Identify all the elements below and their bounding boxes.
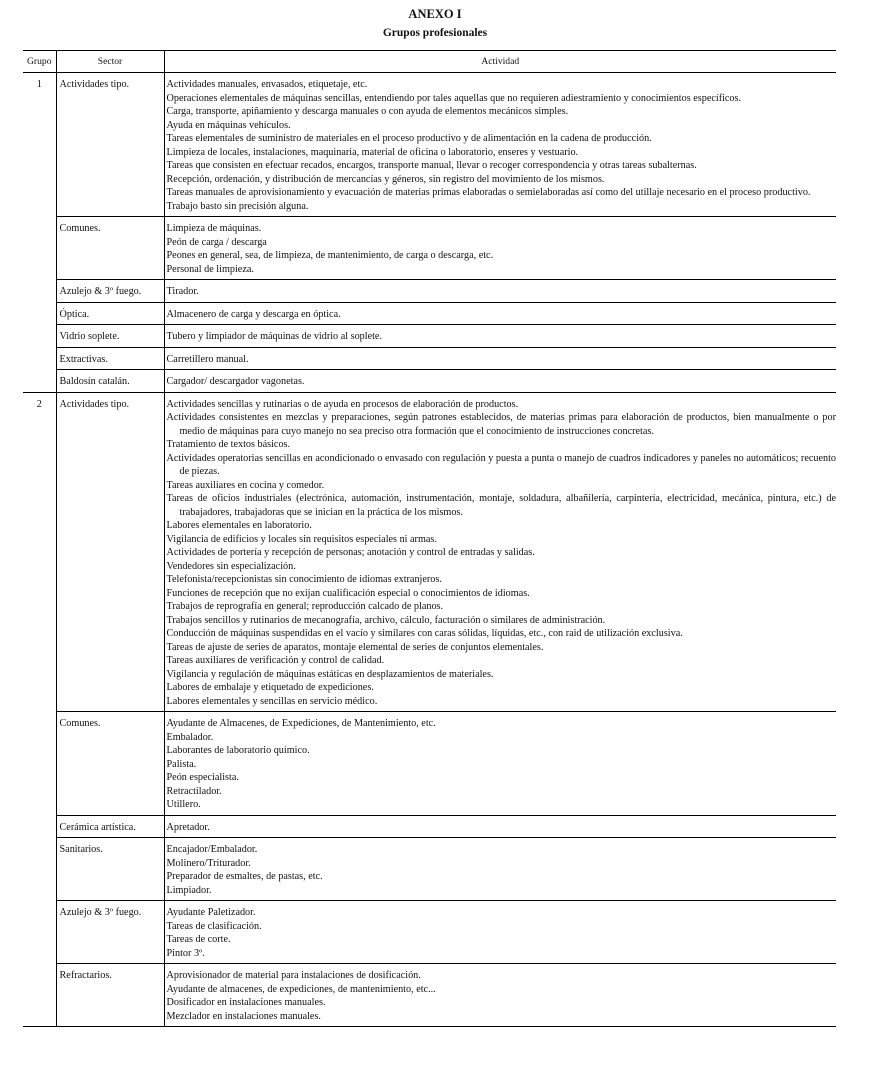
activity-item: Pintor 3º. xyxy=(166,947,205,959)
activity-item: Actividades sencillas y rutinarias o de ayuda en procesos de elaboración de productos. xyxy=(166,398,519,410)
activity-item: Apretador. xyxy=(166,821,210,833)
activity-item: Peón especialista. xyxy=(166,772,239,783)
activity-item: Recepción, ordenación, y distribución de mercancías y géneros, sin registro del movimiento de los mismos. xyxy=(166,173,605,185)
activity-item: Cargador/ descargador vagonetas. xyxy=(166,376,305,387)
activity-item: Actividades operatorias sencillas en acondicionado o envasado con regulación y puesta a punta o manejo de cuadros indicadores y paneles no automáticos; recuento de piezas. xyxy=(166,452,836,477)
activity-cell xyxy=(164,712,836,816)
activity-item: Carga, transporte, apiñamiento y descarga manuales o con ayuda de elementos mecánicos simples. xyxy=(166,106,569,117)
activity-item: Peón de carga / descarga xyxy=(166,236,267,248)
activity-item: Ayudante de almacenes, de expediciones, de mantenimiento, etc... xyxy=(166,983,436,995)
activity-cell xyxy=(164,964,836,1027)
activity-item: Tareas elementales de suministro de materiales en el proceso productivo y de alimentación en la cadena de producción. xyxy=(166,133,652,144)
sector-name: Comunes. xyxy=(56,217,164,280)
activity-item: Trabajo basto sin precisión alguna. xyxy=(166,200,309,212)
activity-item: Palista. xyxy=(166,758,197,770)
table-row xyxy=(23,73,836,217)
activity-item: Operaciones elementales de máquinas sencillas, entendiendo por tales aquellas que no requieren adiestramiento y conocimientos específicos. xyxy=(166,92,742,104)
activity-item: Trabajos sencillos y rutinarios de mecanografía, archivo, cálculo, facturación o similares de administración. xyxy=(166,614,606,626)
activity-item: Tirador. xyxy=(166,286,199,297)
activity-item: Utillero. xyxy=(166,799,201,810)
table-body xyxy=(23,73,836,1027)
activity-item: Retractilador. xyxy=(166,785,222,797)
sector-name: Óptica. xyxy=(56,302,164,325)
activity-item: Vigilancia y regulación de máquinas estáticas en desplazamientos de materiales. xyxy=(166,668,494,680)
sector-name: Azulejo & 3º fuego. xyxy=(56,280,164,303)
activity-cell xyxy=(164,217,836,280)
activity-item: Tareas auxiliares de verificación y control de calidad. xyxy=(166,655,385,666)
activity-cell xyxy=(164,392,836,712)
header-sector: Sector xyxy=(56,51,164,73)
activity-item: Funciones de recepción que no exijan cualificación especial o conocimientos de idiomas. xyxy=(166,587,530,599)
table-row xyxy=(23,217,836,280)
activity-item: Aprovisionador de material para instalaciones de dosificación. xyxy=(166,970,421,981)
sector-name: Actividades tipo. xyxy=(56,73,164,217)
sector-name: Baldosín catalán. xyxy=(56,370,164,393)
activity-item: Preparador de esmaltes, de pastas, etc. xyxy=(166,871,323,882)
document-title: ANEXO I xyxy=(408,7,462,21)
sector-name: Cerámica artística. xyxy=(56,815,164,838)
activity-item: Personal de limpieza. xyxy=(166,263,254,275)
activity-cell xyxy=(164,838,836,901)
header-grupo: Grupo xyxy=(23,51,56,73)
table-row xyxy=(23,964,836,1027)
activity-item: Molinero/Triturador. xyxy=(166,857,251,869)
table-header-row xyxy=(23,51,836,73)
professional-groups-table xyxy=(23,50,836,1027)
activity-item: Tratamiento de textos básicos. xyxy=(166,439,291,450)
activity-item: Tareas de oficios industriales (electrónica, automación, instrumentación, montaje, soldadura, albañilería, carpintería, electricidad, mecánica, pintura, etc.) de trabajadores, trabajadoras que se inician en la práctica de los mismos. xyxy=(166,493,836,518)
activity-item: Encajador/Embalador. xyxy=(166,844,258,855)
activity-item: Trabajos de reprografía en general; reproducción calcado de planos. xyxy=(166,601,444,612)
activity-cell xyxy=(164,325,836,348)
activity-item: Actividades manuales, envasados, etiquetaje, etc. xyxy=(166,79,368,90)
sector-name: Refractarios. xyxy=(56,964,164,1027)
activity-item: Laborantes de laboratorio químico. xyxy=(166,745,310,756)
activity-item: Actividades de portería y recepción de personas; anotación y control de entradas y salidas. xyxy=(166,547,535,558)
table-row xyxy=(23,838,836,901)
sector-name: Sanitarios. xyxy=(56,838,164,901)
activity-item: Labores elementales y sencillas en servicio médico. xyxy=(166,695,378,707)
activity-item: Tareas que consisten en efectuar recados, encargos, transporte manual, llevar o recoger correspondencia y otras tareas subalternas. xyxy=(166,160,697,171)
activity-item: Almacenero de carga y descarga en óptica. xyxy=(166,308,341,320)
activity-item: Conducción de máquinas suspendidas en el vacío y similares con caras sólidas, líquidas, etc., con raid de utilización exclusiva. xyxy=(166,628,683,639)
activity-item: Tubero y limpiador de máquinas de vidrio al soplete. xyxy=(166,331,383,342)
activity-item: Limpieza de locales, instalaciones, maquinaria, material de oficina o laboratorio, enseres y vestuario. xyxy=(166,146,579,158)
activity-item: Limpieza de máquinas. xyxy=(166,223,262,234)
activity-cell xyxy=(164,302,836,325)
activity-cell xyxy=(164,901,836,964)
activity-item: Vigilancia de edificios y locales sin requisitos especiales ni armas. xyxy=(166,533,437,545)
table-row xyxy=(23,901,836,964)
activity-item: Labores elementales en laboratorio. xyxy=(166,520,312,531)
sector-name: Comunes. xyxy=(56,712,164,816)
activity-item: Carretillero manual. xyxy=(166,353,249,365)
table-row xyxy=(23,370,836,393)
activity-item: Peones en general, sea, de limpieza, de mantenimiento, de carga o descarga, etc. xyxy=(166,250,494,261)
activity-item: Tareas de corte. xyxy=(166,934,231,945)
activity-item: Actividades consistentes en mezclas y preparaciones, según patrones establecidos, de materias primas para elaboración de productos, bien manualmente o por medio de máquinas para cuyo manejo no sea preciso otra formación que el conocimiento de instrucciones concretas. xyxy=(166,412,836,437)
activity-item: Vendedores sin especialización. xyxy=(166,560,296,572)
activity-item: Tareas de ajuste de series de aparatos, montaje elemental de series de conjuntos elementales. xyxy=(166,641,544,653)
activity-item: Dosificador en instalaciones manuales. xyxy=(166,997,326,1008)
table-row xyxy=(23,280,836,303)
activity-item: Telefonista/recepcionistas sin conocimiento de idiomas extranjeros. xyxy=(166,574,442,585)
sector-name: Azulejo & 3º fuego. xyxy=(56,901,164,964)
sector-name: Extractivas. xyxy=(56,347,164,370)
document-subtitle: Grupos profesionales xyxy=(382,27,488,39)
table-row xyxy=(23,392,836,712)
activity-item: Embalador. xyxy=(166,731,214,743)
activity-cell xyxy=(164,280,836,303)
table-row xyxy=(23,815,836,838)
activity-cell xyxy=(164,347,836,370)
sector-name: Actividades tipo. xyxy=(56,392,164,712)
group-number: 1 xyxy=(23,73,56,393)
sector-name: Vidrio soplete. xyxy=(56,325,164,348)
activity-item: Tareas de clasificación. xyxy=(166,920,262,932)
table-row xyxy=(23,325,836,348)
table-row xyxy=(23,712,836,816)
activity-item: Tareas auxiliares en cocina y comedor. xyxy=(166,479,325,491)
header-actividad: Actividad xyxy=(164,51,836,73)
activity-item: Ayuda en máquinas vehículos. xyxy=(166,119,291,131)
activity-item: Ayudante de Almacenes, de Expediciones, de Mantenimiento, etc. xyxy=(166,718,436,729)
table-row xyxy=(23,347,836,370)
activity-item: Tareas manuales de aprovisionamiento y evacuación de materias primas elaboradas o semielaboradas así como del utillaje necesario en el proceso productivo. xyxy=(166,187,811,198)
activity-item: Ayudante Paletizador. xyxy=(166,907,256,918)
activity-item: Limpiador. xyxy=(166,884,212,896)
activity-item: Labores de embalaje y etiquetado de expediciones. xyxy=(166,682,374,693)
group-number: 2 xyxy=(23,392,56,1027)
activity-item: Mezclador en instalaciones manuales. xyxy=(166,1010,321,1022)
table-row xyxy=(23,302,836,325)
activity-cell xyxy=(164,370,836,393)
activity-cell xyxy=(164,815,836,838)
activity-cell xyxy=(164,73,836,217)
